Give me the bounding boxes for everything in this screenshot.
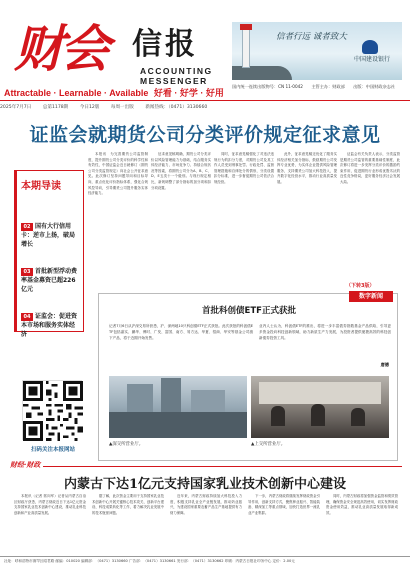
feature-lead-left: 记者7月6日从沪深交易所获悉，沪、深两地10只科创债ETF正式获批。此次获批的科创债ETF包括嘉实、鹏华、博时、广发、富国、南方、易方达、华夏、招商、华安等基金公司旗下产品，将于近期开始发售。 [109,324,253,341]
ad-rock-shape [232,66,292,80]
logo-xinbao: 信报 [132,27,198,62]
lower-article-column [248,494,320,550]
bank-logo-icon [362,40,378,54]
footer-divider [0,556,410,557]
lower-article-paragraph: 同时，内蒙古财政将加强资金监管和绩效管理，确保资金安全规范高效使用，切实发挥财政资金使用效益，推动乳业高质量发展取得新成效。 [326,494,398,515]
lower-article-body [14,494,400,550]
ad-slogan: 信者行远 诚者致大 [276,32,347,42]
index-page-badge: 02 [21,223,33,231]
feature-author: 唐德 [380,362,389,367]
lower-article-column [326,494,398,550]
news-hotline: 新闻热线：（0471）3130660 [145,105,208,110]
info-line [0,104,410,112]
lighthouse-icon [242,28,250,68]
index-title: 本期导读 [21,181,61,192]
issue-info: 国内统一连续出版物号：CN 11-0042 主管主办：财政部 出版：中国财政杂志社 [232,84,396,89]
photo-person-shape [311,404,325,426]
ad-bank-name: 中国建设银行 [353,56,390,63]
photo-caption-right: ▲上交所营业厅。 [251,442,286,447]
logo-english [140,66,213,86]
tagline-cn: 好看 · 好学 · 好用 [153,88,224,98]
lower-article-paragraph: 本报讯（记者 郭向军）记者从内蒙古自治区财政厅获悉，内蒙古财政近日下达1亿元资金支持国家乳业技术创新中心建设，推动乳业科技创新和产业高质量发展。 [14,494,86,515]
edition-count: 今日12版 [79,105,100,110]
logo-cai: 财会 [14,19,106,78]
lower-article-column [14,494,86,550]
logo-en-line2: MESSENGER [140,76,208,86]
photo-street-shape [109,412,247,438]
article-paragraph: 本报讯 为完善期货公司监管制度，提升期货公司分类评价的科学性和有效性，中国证监会近日就修订《期货公司分类监管规定》向社会公开征求意见。此次修订坚持问题导向和目标导向，重点优化评价指标体系，强化合规风控导向，引导期货公司提升服务实体经济能力。 [88,152,148,196]
article-paragraph: 同时，征求意见稿强化了对违法违规行为的扣分力度，对期货公司及其工作人员受到刑事处罚、行政处罚、监督管理措施和自律处分的情形，分类设置扣分标准，进一步督促期货公司依法合规经营。 [214,152,274,184]
index-item[interactable] [21,312,79,339]
tagline [4,86,224,99]
photo-person-shape [351,408,365,426]
photo-sse-hall[interactable] [251,376,389,438]
lower-article-paragraph: 下一步，内蒙古财政将继续发挥财政资金引导作用，创新支持方式，聚焦种业振兴、智能装备、精深加工等重点领域，加快打造世界一流乳业产业集群。 [248,494,320,515]
index-item[interactable] [21,267,79,294]
section-label: 财经·财政 [10,460,43,470]
photo-screen-shape [259,382,381,404]
masthead-divider [0,100,410,101]
qr-code[interactable] [22,380,82,440]
qr-caption: 扫码关注本报网站 [30,447,75,453]
index-item-text: 首批新型浮动费率基金募资已超226亿元 [21,268,78,293]
index-item-text: 证监会：促进资本市场和服务实体经济 [21,313,78,338]
publish-frequency: 每周一出版 [110,105,134,110]
article-paragraph: 此外，征求意见稿还优化了服务实体经济相关加分指标，鼓励期货公司发挥专业优势，为实体企业提供风险管理服务，支持期货公司加大科技投入，提升数字化经营水平，推动行业高质量发展。 [277,152,337,184]
main-headline[interactable]: 证监会就期货公司分类评价规定征求意见 [29,124,381,146]
tagline-en: Attractable · Learnable · Available [4,88,149,98]
secondary-headline[interactable]: 内蒙古下达1亿元支持国家乳业技术创新中心建设 [63,477,347,492]
lighthouse-lamp-icon [240,24,252,30]
qr-code-icon [23,381,83,441]
lower-article-column [92,494,164,550]
article-paragraph: 征求意见稿明确，期货公司分类评价以风险管理能力为基础，结合服务实体经济能力、市场竞争力、持续合规状况等因素，将期货公司分为A、B、C、D、E五类十一个级别。与现行规定相比，新规调整了部分指标的加分项和扣分项设置。 [151,152,211,190]
index-item[interactable] [21,222,79,249]
photo-caption-left: ▲深交所营业厅。 [109,442,144,447]
footer-info: 社址：呼和浩特市赛罕区昭君路 邮编：010020 编辑部：（0471）3130660 广告部：（0471）3130661 发行部：（0471）3130662 印刷：内蒙古日报社印务中心 定价：2.00元 [4,559,295,563]
issue-date: 2025年7月7日 [0,105,32,110]
section-divider [40,466,402,467]
feature-box [98,293,398,461]
index-box [14,170,84,338]
photo-szse-hall[interactable] [109,376,247,438]
photo-person-shape [271,406,285,426]
lower-article-column [170,494,242,550]
index-item-text: 国有大行信用卡：逆市上扬，破局增长 [21,223,76,248]
logo-en-line1: ACCOUNTING [140,66,213,76]
article-paragraph: 证监会有关负责人表示，分类监管是期货公司监管的重要基础性制度，此次修订将进一步发挥分类评价的激励约束作用，促进期货行业形成优胜劣汰的良性竞争格局，更好服务经济社会发展大局。 [340,152,400,184]
index-page-badge: 03 [21,268,33,276]
masthead [0,0,410,102]
feature-lead-right: 业内人士认为，科创债ETF的推出，将进一步丰富债券指数基金产品供给，引导更多资金投向科技创新领域，助力新质生产力发展，为投资者提供便捷高效的科技创新债券投资工具。 [259,324,391,341]
issue-number: 总第1178期 [42,105,69,110]
feature-tag: 数字新闻 [349,291,393,302]
index-page-badge: 04 [21,313,33,321]
continued-on-page[interactable]: （下转3版） [346,283,375,289]
lower-article-paragraph: 据了解，此次资金主要用于支持国家乳业技术创新中心开展关键核心技术攻关、创新平台建设、科技成果转化等工作，着力解决乳业发展中的技术瓶颈问题。 [92,494,164,515]
feature-title[interactable]: 首批科创债ETF正式获批 [202,306,296,316]
lower-article-paragraph: 近年来，内蒙古财政持续加大科技投入力度，积极支持乳业全产业链发展，推动奶业振兴，为建设国家重要农畜产品生产基地提供有力财力保障。 [170,494,242,515]
tagline-bar [0,84,232,100]
bank-ad-banner[interactable] [232,22,402,80]
